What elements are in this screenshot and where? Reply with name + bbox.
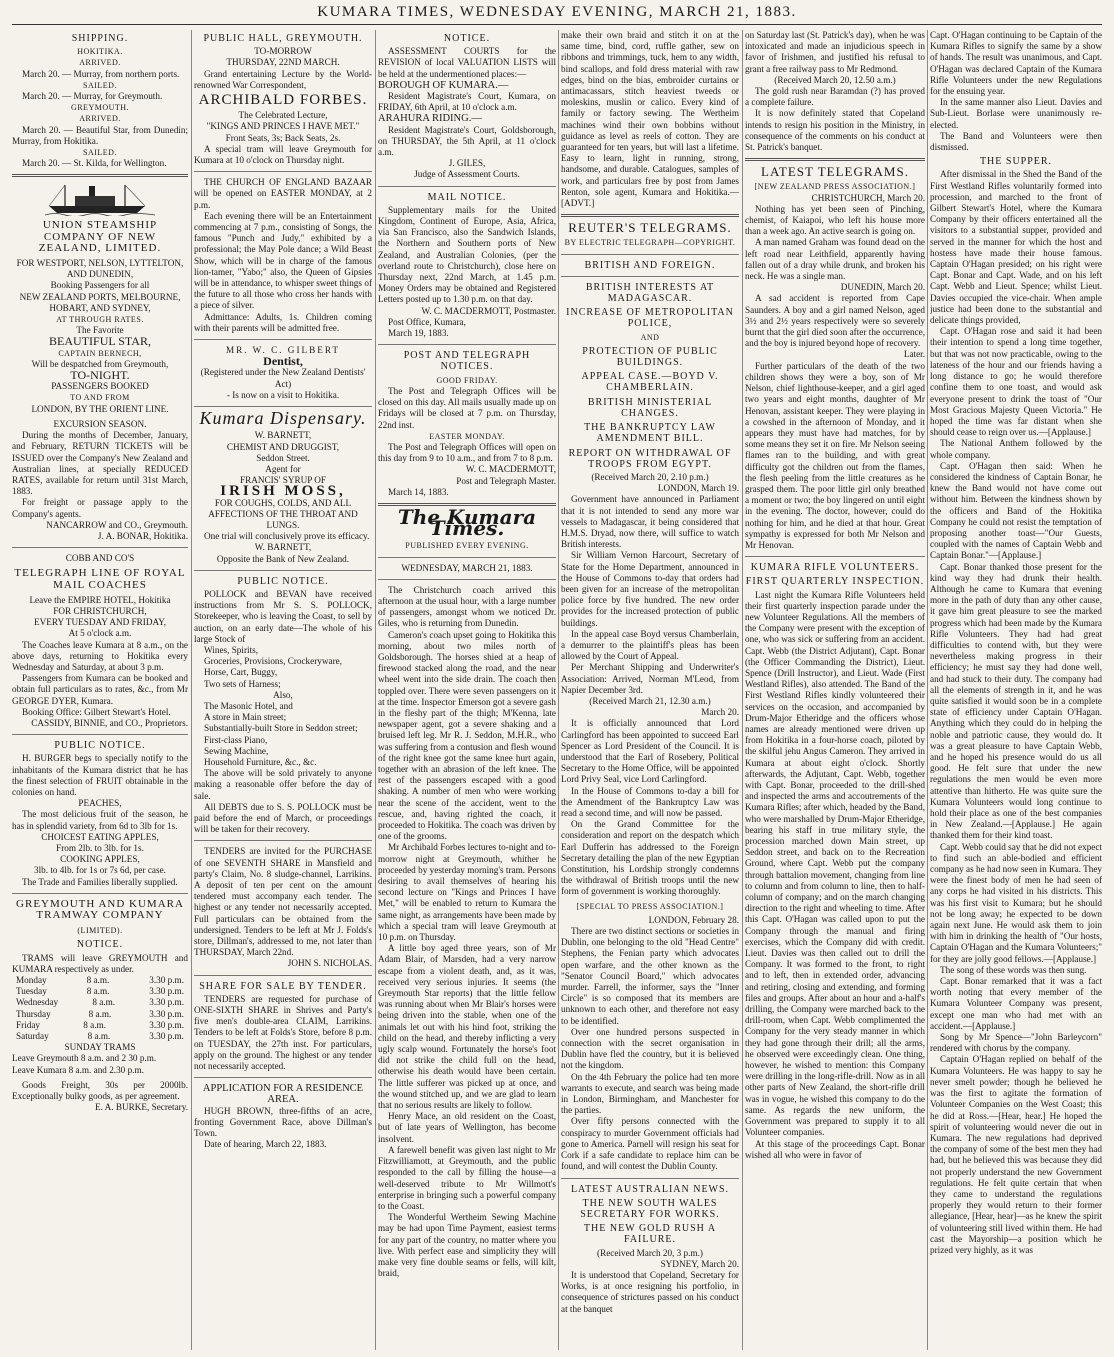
ad-signature: W. BARNETT,	[254, 542, 312, 553]
divider	[194, 975, 372, 976]
news-paragraph: The Band and Volunteers were then dismissed.	[930, 130, 1102, 153]
section-heading: REUTER'S TELEGRAMS.	[568, 220, 732, 236]
ad-body: H. BURGER begs to specially notify to the inhabitants of the Kumara district that he has the finest selection of FRUIT obtainable in the colonies on hand.	[12, 753, 188, 797]
column-divider	[927, 30, 928, 1350]
shipping-entry: March 20. — St. Kilda, for Wellington.	[22, 158, 167, 169]
ad-signature: W. C. MACDERMOTT,	[465, 464, 556, 475]
ad-line: Also,	[273, 689, 293, 700]
ad-signature: JOHN S. NICHOLAS.	[287, 958, 372, 969]
ad-line: March 19, 1883.	[388, 328, 449, 339]
ad-body: Goods Freight, 30s per 2000lb. Exceptionally bulky goods, as per agreement.	[12, 1079, 188, 1102]
divider	[194, 840, 372, 841]
subhead: ARRIVED.	[79, 114, 121, 124]
table-row: Thursday 8 a.m. 3.30 p.m.	[16, 1008, 184, 1019]
port-heading: GREYMOUTH.	[70, 103, 130, 113]
ad-body: Resident Magistrate's Court, Goldsborough, on THURSDAY, the 5th April, at 11 o'clock a.m.	[378, 124, 556, 158]
news-paragraph: The Wonderful Wertheim Sewing Machine may be had upon Time Payment, easiest terms for any part of the country, no matter where you live. With perfect ease and simplicity they will make very fine double seams or fells, will kilt, braid,	[378, 1212, 556, 1279]
ad-body: The Coaches leave Kumara at 8 a.m., on the above days, returning to Hokitika every Wednesday and Saturday, at about 3 p.m.	[12, 639, 188, 672]
list-item: Substantially-built Store in Seddon street;	[204, 723, 358, 734]
ad-line: Opposite the Bank of New Zealand.	[216, 553, 350, 564]
ad-body: TENDERS are invited for the PURCHASE of one SEVENTH SHARE in Mansfield and party's Claim, No. 8 sludge-channel, Larrikins. A deposit of ten per cent on the amount tendered must accompany each tender. The highest or any tender not necessarily accepted. Full particulars can be obtained from the undersigned. Tenders to be left at Mr J. Folds's store, Dillman's, addressed to me, not later than THURSDAY, March 22nd.	[194, 846, 372, 958]
received-line: (Received March 20, 2.10 p.m.)	[591, 471, 709, 482]
subhead: [SPECIAL TO PRESS ASSOCIATION.]	[576, 901, 724, 911]
list-item: Groceries, Provisions, Crockeryware,	[204, 656, 343, 667]
section-heading: KUMARA RIFLE VOLUNTEERS.	[750, 562, 920, 574]
list-item: Household Furniture, &c., &c.	[204, 756, 317, 767]
ad-line: Will be despatched from Greymouth,	[31, 358, 169, 369]
news-paragraph: Over fifty persons connected with the conspiracy to murder Government officials had gone to America. Parnell will resign his seat for Cork if a safe candidate to replace him can be found, and will contest the Dublin County.	[561, 1116, 739, 1172]
ad-line: The Favorite	[76, 325, 124, 336]
list-item: Sewing Machine,	[204, 745, 269, 756]
divider	[194, 406, 372, 407]
dateline: SYDNEY, March 20.	[660, 1258, 739, 1269]
ad-body: ASSESSMENT COURTS for the REVISION of local VALUATION LISTS will be held at the undermentioned places:—	[378, 46, 556, 79]
ad-line: - Is now on a visit to Hokitika.	[226, 389, 340, 400]
dateline: LONDON, March 19.	[657, 483, 739, 494]
ad-line: TO-NIGHT.	[70, 368, 130, 383]
news-paragraph: Last night the Kumara Rifle Volunteers held their first quarterly inspection parade under the new Volunteer Regulations. All the members of the Company were present with the exception of one, who was sick or suffering from an accident. Capt. Webb (the District Adjutant), Capt. Bonar (the Officer Commanding the District), Lieut. Spence (Drill Instructor), and Lieut. Wade (First Westland Rifles), also attended. The Band of the First Westland Rifles kindly volunteered their services on the occasion, and accompanied by Drum-Major Etheridge and the officers whose names are already mentioned were driven up from Hokitika in a four-horse coach, piloted by the skilful jehu Angus Cameron. They arrived in Kumara at about eight o'clock. Shortly afterwards, the Adjutant, Capt. Webb, together with Capt. Bonar, proceeded to the drill-shed and inspected the arms and accoutrements of the Kumara Rifles; after which, headed by the Band, who were marshalled by Drum-Major Etheridge, bearing his staff in true military style, the procession marched down Main street, up Seddon street, and back on to the Recreation Ground, where Capt. Webb put the company through battalion movement, changing from line to column and from column to line, then to half-column of company; and on the march changing direction to the right and wheeling to time. After this Capt. O'Hagan was called upon to put the Company through the manual and firing exercises, which the Company did with credit. Lieut. Davies was then called out to drill the Company. It was formed to the front, to right and to left, then in extended order, advancing and retiring, closing and extending, and forming files and groups. After about an hour and a-half's drilling, the Company were marched back to the drill-room, when Capt. Webb complimented the Company for the very steady manner in which they had gone through their drill; all the arms, he observed were exceedingly clean. One thing, however, he wished to mention: this Company were drilling in the long-rifle-drill. Now as in all other parts of New Zealand, the short-rifle drill was in vogue, he wished this company to do the same. As regards the new uniform, the Government was prepared to supply it to all Volunteer companies.	[745, 589, 925, 1138]
table-row: Saturday 8 a.m. 3.30 p.m.	[16, 1031, 184, 1042]
ad-body: Grand entertaining Lecture by the World-renowned War Correspondent,	[194, 68, 372, 90]
ad-line: March 14, 1883.	[388, 486, 449, 497]
divider	[194, 339, 372, 340]
shipping-heading: SHIPPING.	[71, 33, 129, 44]
ad-body: The Trade and Families liberally supplied.	[22, 876, 178, 887]
steamship-icon	[45, 182, 155, 216]
masthead-rule	[12, 24, 1102, 25]
divider	[561, 214, 739, 217]
news-paragraph: It is now definitely stated that Copeland intends to resign his position in the Ministry, in consequence of the comments on his conduct at St. Patrick's banquet.	[745, 108, 925, 153]
ad-title: APPLICATION FOR A RESIDENCE AREA.	[202, 1083, 364, 1106]
received-line: (Received March 21, 12.30 a.m.)	[589, 695, 711, 706]
ad-line: Seddon Street.	[256, 452, 310, 463]
divider	[561, 254, 739, 255]
divider	[194, 570, 372, 571]
ad-title: IRISH MOSS,	[220, 483, 346, 500]
news-paragraph: It is understood that Copeland, Secretary for Works, is at once resigning his portfolio, in consequence of strictures passed on his conduct at the banquet	[561, 1269, 739, 1314]
ad-title: ARCHIBALD FORBES.	[198, 92, 368, 109]
column-divider	[742, 30, 743, 1350]
ad-body: The Post and Telegraph Offices will open on this day from 9 to 10 a.m., and from 7 to 8 p.m.	[378, 441, 556, 464]
ad-body: THE CHURCH OF ENGLAND BAZAAR will be opened on EASTER MONDAY, at 2 p.m.	[194, 177, 372, 210]
news-paragraph: In the same manner also Lieut. Davies and Sub-Lieut. Borlase were unanimously re-elected.	[930, 97, 1102, 130]
news-paragraph: Henry Mace, an old resident on the Coast, but of late years of Wellington, has become insolvent.	[378, 1111, 556, 1144]
ad-line: CHOICEST EATING APPLES,	[41, 831, 159, 842]
list-item: Wines, Spirits,	[204, 644, 258, 655]
ad-line: NEW ZEALAND PORTS, MELBOURNE, HOBART, AND SYDNEY,	[19, 291, 181, 313]
ad-signature: Judge of Assessment Courts.	[414, 169, 520, 180]
news-paragraph: Song by Mr Spence—"John Barleycorn" rendered with chorus by the company.	[930, 1032, 1102, 1054]
news-paragraph: The National Anthem followed by the whole company.	[930, 438, 1102, 460]
editorial-date: WEDNESDAY, MARCH 21, 1883.	[401, 562, 533, 573]
ad-signature: J. A. BONAR, Hokitika.	[97, 530, 188, 541]
headline: REPORT ON WITHDRAWAL OF TROOPS FROM EGYPT.	[568, 447, 732, 470]
ad-body: POLLOCK and BEVAN have received instructions from Mr S. S. POLLOCK, Storekeeper, who is leaving the Coast, to sell by auction, on an early date—The whole of his large Stock of	[194, 588, 372, 644]
headline: BRITISH MINISTERIAL CHANGES.	[587, 396, 713, 419]
column-4	[561, 30, 739, 1350]
notice-heading: PUBLIC NOTICE.	[237, 575, 329, 587]
news-paragraph: on Saturday last (St. Patrick's day), when he was intoxicated and made an injudicious speech in favor of Irishmen, and justified his refusal to grant a free railway pass to Mr Redmond.	[745, 30, 925, 74]
ad-title: TELEGRAPH LINE OF ROYAL MAIL COACHES	[14, 567, 186, 591]
received-line: (Received March 20, 12.50 a.m.)	[774, 74, 896, 85]
ad-line: LONDON, BY THE ORIENT LINE.	[31, 403, 169, 414]
ad-title: Dentist,	[263, 354, 303, 369]
column-2	[194, 30, 372, 1350]
ad-line: PEACHES,	[78, 798, 122, 809]
divider	[12, 893, 188, 894]
ad-body: The most delicious fruit of the season, he has in splendid variety, from 6d to 3lb for 1s.	[12, 809, 188, 831]
table-row: Monday 8 a.m. 3.30 p.m.	[16, 975, 184, 986]
notice-heading: MAIL NOTICE.	[427, 191, 507, 203]
ad-line: CAPTAIN BERNECH,	[58, 348, 142, 358]
ad-body: A special tram will leave Greymouth for Kumara at 10 o'clock on Thursday night.	[194, 143, 372, 166]
subhead: SAILED.	[83, 80, 117, 90]
headline: PROTECTION OF PUBLIC BUILDINGS.	[582, 345, 718, 369]
news-paragraph: At this stage of the proceedings Capt. Bonar wished all who were in favor of	[745, 1138, 925, 1160]
section-heading: LATEST AUSTRALIAN NEWS.	[570, 1183, 730, 1195]
ad-heading: SUNDAY TRAMS	[64, 1042, 136, 1053]
subhead: [NEW ZEALAND PRESS ASSOCIATION.]	[754, 182, 916, 192]
headline: AND	[640, 332, 660, 342]
divider	[561, 276, 739, 277]
column-5	[745, 30, 925, 1350]
news-paragraph: Capt. Bonar remarked that it was a fact worth noting that every member of the Kumara Volunteer Company was present, except one man who had met with an accident.—[Applause.]	[930, 976, 1102, 1031]
ad-line: TO AND FROM	[70, 393, 130, 403]
headline: THE NEW SOUTH WALES SECRETARY FOR WORKS.	[580, 1197, 720, 1220]
ad-body: One trial will conclusively prove its efficacy.	[204, 531, 370, 542]
list-item: Two sets of Harness;	[204, 678, 281, 689]
ad-body: Admittance: Adults, 1s. Children coming with their parents will be admitted free.	[194, 311, 372, 333]
ad-line: FOR COUGHS, COLDS, AND ALL AFFECTIONS OF THE THROAT AND LUNGS.	[208, 497, 358, 530]
shipping-entry: March 20. — Beautiful Star, from Dunedin; Murray, from Hokitika.	[12, 124, 188, 146]
ad-heading: PUBLIC HALL, GREYMOUTH.	[203, 33, 363, 44]
dateline: Later.	[903, 349, 925, 360]
news-paragraph: make their own braid and stitch it on at the same time, bind, cord, ruffle gather, sew on ribbons and trimmings, tuck, hem to any width, bind scallops, and fold dress material with raw edges, bind on the bias, embroider curtains or antimacassars, stitch heaviest tweeds or moleskins, muslin or calico. Every kind of family or factory sewing. The Wertheim machines wind their own bobbins without guidance as level as reels of cotton. They are guaranteed for ten years, but will last a lifetime. Easy to learn, light in running, strong, handsome, and durable. Catalogues, samples of work, and particulars free by post from James Renton, sole agent, Kumara and Hokitika.—[ADVT.]	[561, 30, 739, 209]
section-heading: LATEST TELEGRAMS.	[761, 164, 909, 180]
dateline: March 20.	[701, 707, 739, 718]
list-item: Horse, Cart, Buggy,	[204, 667, 278, 678]
notice-heading: POST AND TELEGRAPH NOTICES.	[403, 350, 531, 373]
ad-body: Resident Magistrate's Court, Kumara, on FRIDAY, 6th April, at 10 o'clock a.m.	[378, 91, 556, 113]
ad-body: Each evening there will be an Entertainment commencing at 7 p.m., consisting of Songs, the famous "Punch and Judy," exhibited by a professional; the May Pole dance; a Wild Beast Show, which will be in charge of the famous lion-tamer, "Yabo;" also, the Queen of Gipsies will be in attendance, to whisper sweet things of the future to all those who cross her hands with a piece of silver.	[194, 210, 372, 311]
newspaper-nameplate: The Kumara Times.	[397, 504, 537, 541]
ad-title: UNION STEAMSHIP COMPANY OF NEW ZEALAND, LIMITED.	[38, 219, 162, 254]
column-1	[12, 30, 188, 1350]
ad-signature: W. C. MACDERMOTT, Postmaster.	[421, 305, 556, 316]
divider	[194, 171, 372, 172]
ad-body: TRAMS will leave GREYMOUTH and KUMARA respectively as under.	[12, 952, 188, 974]
subhead: SAILED.	[83, 148, 117, 158]
subhead: GOOD FRIDAY.	[436, 375, 498, 385]
notice-heading: NOTICE.	[76, 939, 124, 951]
subhead: ARRIVED.	[79, 58, 121, 68]
table-row: Wednesday 8 a.m. 3.30 p.m.	[16, 997, 184, 1008]
news-paragraph: A farewell benefit was given last night to Mr Fitzwilliamott, at Greymouth, and the public responded to the call by filling the house—a well-deserved tribute to Mr Willmott's enterprise in bringing such a powerful company to the Coast.	[378, 1144, 556, 1211]
divider	[561, 1178, 739, 1179]
ad-body: Booking Office: Gilbert Stewart's Hotel.	[22, 706, 171, 717]
news-paragraph: After dismissal in the Shed the Band of the First Westland Rifles voluntarily formed into procession, and marched to the front of Gilbert Stewart's Hotel, where the Kumara Company by their officers entertained all the visitors to a substantial supper, provided and served in the manner for which the host and hostess have made their house famous. Captain O'Hagan presided; on his right were Capt. Bonar and Capt. Wade, and on his left Capt. Webb and Lieut. Spence; whilst Lieut. Davies occupied the vice-chair. When ample justice had been done to the substantial and delicate things provided,	[930, 169, 1102, 326]
ad-title: GREYMOUTH AND KUMARA TRAMWAY COMPANY	[16, 897, 184, 922]
ad-line: Front Seats, 3s; Back Seats, 2s.	[225, 132, 341, 143]
ad-line: W. BARNETT,	[254, 430, 312, 441]
table-row: Tuesday 8 a.m. 3.30 p.m.	[16, 986, 184, 997]
ad-line: Booking Passengers for all	[50, 280, 150, 291]
ad-title: Kumara Dispensary.	[199, 408, 367, 429]
ad-subheading: BOROUGH OF KUMARA.—	[378, 79, 509, 91]
ship-name: BEAUTIFUL STAR,	[49, 334, 151, 349]
ad-line: CHEMIST AND DRUGGIST,	[226, 441, 340, 452]
news-paragraph: Further particulars of the death of the two children shows they were a boy, son of Mr Nelson, chief lighthouse-keeper, and a girl aged two years and eight months, daughter of Mr Henovan, assistant keeper. They were playing in a cowshed in the afternoon of Monday, and it appears they must have had matches, for by some means they set it on fire. Mr Nelson seeing flames ran to the building, and with great difficulty got the children out from the flames, the flesh peeling from the little creatures as he grasped them. The poor little girl only breathed a moment or two; the boy lingered on until eight in the evening. The doctor, however, could do nothing for him, and he died at that hour. Great sympathy is expressed for both Mr Nelson and Mr Henovan.	[745, 360, 925, 550]
column-6	[930, 30, 1102, 1350]
notice-heading: SHARE FOR SALE BY TENDER.	[199, 980, 367, 992]
column-divider	[558, 30, 559, 1350]
news-paragraph: Over one hundred persons suspected in connection with the secret organisation in Dublin have fled the country, but it is believed not the kingdom.	[561, 1026, 739, 1071]
divider	[12, 734, 188, 735]
ad-line: Leave Greymouth 8 a.m. and 2 30 p.m.	[12, 1053, 157, 1064]
news-paragraph: The song of these words was then sung.	[940, 964, 1087, 975]
divider	[378, 579, 556, 580]
ad-body: Date of hearing, March 22, 1883.	[204, 1139, 327, 1150]
port-heading: HOKITIKA.	[77, 47, 123, 57]
list-item: A store in Main street;	[204, 712, 287, 723]
dateline: CHRISTCHURCH, March 20.	[811, 192, 925, 203]
headline: THE NEW GOLD RUSH A FAILURE.	[583, 1223, 717, 1246]
dateline: LONDON, February 28.	[648, 914, 739, 925]
ad-line: COOKING APPLES,	[60, 854, 140, 865]
news-paragraph: Sir William Vernon Harcourt, Secretary of State for the Home Department, announced in the House of Commons to-day that orders had been given for an increase of the metropolitan police force by five hundred. The new order provides for the increased protection of public buildings.	[561, 550, 739, 628]
news-paragraph: Cameron's coach upset going to Hokitika this morning, about two miles north of Goldsborough. The horses shied at a heap of firewood stacked along the road, and the near wheel went into the side drain. The coach then toppled over. There were seven passengers on it at the time. Inspector Emerson got a severe gash in the fleshy part of the thigh; M'Kenna, late newspaper agent, got a severe shaking and a bruised left leg. Mr R. J. Seddon, M.H.R., who was suffering from a contusion and flesh wound of the right knee got the same knee hurt again, together with an abrasion of the left knee. The rest of the passengers escaped with a good shaking. A number of men who were working near the scene of the accident, went to the rescue, and, having righted the coach, it proceeded to Hokitika. The coach was driven by one of the grooms.	[378, 629, 556, 842]
news-paragraph: In the House of Commons to-day a bill for the Amendment of the Bankruptcy Law was read a second time, and will now be passed.	[561, 785, 739, 818]
ad-body: Passengers from Kumara can be booked and obtain full particulars as to rates, &c., from Mr GEORGE DYER, Kumara.	[12, 673, 188, 706]
divider	[378, 344, 556, 345]
news-paragraph: There are two distinct sections or societies in Dublin, one belonging to the old "Head Centre" Stephens, the Fenian party which advocates open warfare, and the other known as the "Senator Council Board," which advocates murder. Farrell, the informer, says the "Inner Circle" is so composed that its members are unknown to each other, and therefore not easy to be identified.	[561, 926, 739, 1026]
ad-body: HUGH BROWN, three-fifths of an acre, fronting Government Race, above Dillman's Town.	[194, 1105, 372, 1139]
ad-line: Leave Kumara 8 a.m. and 2.30 p.m.	[12, 1064, 144, 1075]
headline: THE SUPPER.	[979, 156, 1053, 168]
tram-timetable	[12, 975, 188, 1042]
ad-line: EVERY TUESDAY AND FRIDAY,	[33, 617, 167, 628]
ad-line: The Celebrated Lecture,	[238, 110, 328, 121]
headline: THE BANKRUPTCY LAW AMENDMENT BILL.	[584, 422, 716, 445]
ad-line: TO-MORROW	[254, 46, 312, 57]
news-paragraph: On the 4th February the police had ten more warrants to execute, and search was being made in London, Birmingham, and Manchester for the parties.	[561, 1071, 739, 1116]
news-paragraph: The Christchurch coach arrived this afternoon at the usual hour, with a large number of passengers, amongst whom we noticed Dr. Giles, who is returning from Dunedin.	[378, 584, 556, 629]
list-item: The Masonic Hotel, and	[204, 700, 293, 711]
subhead: PUBLISHED EVERY EVENING.	[405, 541, 529, 551]
subhead: BY ELECTRIC TELEGRAPH—COPYRIGHT.	[564, 238, 736, 248]
notice-heading: NOTICE.	[443, 33, 491, 44]
news-paragraph: Capt. O'Hagan rose and said it had been their intention to spend a long time together, but that was not now practicable, owing to the lateness of the hour and our friends having a long distance to go; he would therefore confine them to one toast, and would ask everyone present to drink the toast of "Our Most Gracious Majesty Queen Victoria." He hoped the time was far distant when she should cease to reign over us.—[Applause.]	[930, 326, 1102, 438]
ad-line: (LIMITED).	[77, 926, 123, 936]
ad-line: PASSENGERS BOOKED	[51, 381, 149, 392]
headline: FIRST QUARTERLY INSPECTION.	[745, 576, 925, 588]
divider	[12, 547, 188, 548]
headline: APPEAL CASE.—BOYD V. CHAMBERLAIN.	[581, 371, 719, 394]
column-divider	[375, 30, 376, 1350]
shipping-entry: March 20. — Murray, for Greymouth.	[22, 91, 163, 102]
news-paragraph: Capt. Bonar thanked those present for the kind way they had drunk their health. Although he came to Kumara that evening more in the path of duty than any other cause, it gave him great pleasure to see the marked progress which had been made by the Kumara Rifle Volunteers. They had had great difficulties to contend with, but they were nevertheless making progress in their efficiency; he must say they had done well, and had stuck to their duty. The company had all the elements of strength in it, and he was quite satisfied it would soon be in a complete state of efficiency under Captain O'Hagan. Anything which they could do in helping the noble and patriotic cause, they would do. It was a great pleasure to have Captain Webb, and he hoped his presence would do us all good. He felt sure that under the new regulations the men would be even more attentive than hitherto. He was quite sure the Kumara Volunteers would long continue to hold their place as one of the best companies in New Zealand.—[Applause.] He again thanked them for their kind toast.	[930, 561, 1102, 841]
divider	[194, 1077, 372, 1078]
ad-line: 3lb. to 4lb. for 1s or 7s 6d, per case.	[34, 865, 166, 876]
ad-signature: Post and Telegraph Master.	[456, 475, 556, 486]
ad-line: FOR WESTPORT, NELSON, LYTTELTON, AND DUNEDIN,	[16, 258, 184, 280]
ad-signature: CASSIDY, BINNIE, and CO., Proprietors.	[31, 717, 188, 728]
ad-heading: EXCURSION SEASON.	[53, 418, 147, 429]
news-paragraph: A little boy aged three years, son of Mr Adam Blair, of Marsden, had a very narrow escape from a violent death, and, as it was, received very serious injuries. It seems (the Greymouth Star reports) that the little fellow was running about when Mr Blair's horses were being driven into the stable, when one of the animals let out with his hind foot, striking the child on the head, and thereby inflicting a very ugly scalp wound. Fortunately the horse's foot did not strike the child full on the head, otherwise his death would have been certain. The little sufferer was picked up at once, and the wound stitched up, and we are glad to learn that no serious results are likely to follow.	[378, 943, 556, 1111]
news-paragraph: On the Grand Committee for the consideration and report on the despatch which Earl Dufferin has addressed to the Foreign Secretary detailing the plan of the new Egyptian Constitution, his Lordship strongly condemns the withdrawal of British troops until the new form of government is working thoroughly.	[561, 819, 739, 897]
ad-line: At 5 o'clock a.m.	[68, 628, 132, 639]
news-paragraph: Mr Archibald Forbes lectures to-night and to-morrow night at Greymouth, whither he proceeded by yesterday morning's tram. Persons desiring to avail themselves of hearing his second lecture on "Kings and Princes I have Met," will be enabled to return to Kumara the same night, as arrangements have been made by which a special tram will leave Greymouth at 10 p.m. on Thursday.	[378, 842, 556, 943]
ad-title: MR. W. C. GILBERT	[225, 345, 341, 356]
masthead: KUMARA TIMES, WEDNESDAY EVENING, MARCH 21, 1883.	[317, 4, 797, 20]
ad-signature: NANCARROW and CO., Greymouth.	[46, 519, 188, 530]
dateline: DUNEDIN, March 20.	[840, 282, 925, 293]
news-paragraph: A sad accident is reported from Cape Saunders. A boy and a girl named Nelson, aged 3½ and 2½ years respectively were so severely burnt that the girl died soon after the occurrence, and the boy is injured beyond hope of recovery.	[745, 293, 925, 349]
ad-body: For freight or passage apply to the Company's agents.	[12, 497, 188, 519]
ad-body: The above will be sold privately to anyone making a reasonable offer before the day of sale.	[194, 768, 372, 801]
news-paragraph: Captain O'Hagan replied on behalf of the Kumara Volunteers. He was happy to say he never smelt powder; though he believed he was the first to agitate the formation of Volunteer Companies on the West Coast; this he did at Ross.—[Hear, hear.] He hoped the spirit of volunteering would never die out in Kumara. The new regulations had deprived the company of some of the best men they had had, but he believed this was because they did not properly understand the new Government regulations. He felt quite certain that when they came to understand the regulations properly they would return to their former allegiance, [Hear, hear]—as he knew the spirit of volunteering still lived within them. He had cast the Mayorship—a position which he prized very highly, as it was	[930, 1054, 1102, 1255]
section-subheading: BRITISH AND FOREIGN.	[584, 259, 716, 271]
news-paragraph: Government have announced in Parliament that it is not intended to send any more war vessels to Madagascar, it being considered that H.M.S. Dryad, now there, will suffice to watch British interests.	[561, 494, 739, 550]
ad-body: Supplementary mails for the United Kingdom, Continent of Europe, Asia, Africa, via San Francisco, also the Sandwich Islands, the Northern and Southern ports of New Zealand, and Australian Colonies, (per the overland route to Christchurch), close here on Thursday next, 22nd March, at 1.45 p.m. Money Orders may be obtained and Registered Letters posted up to 1.30 p.m. on that day.	[378, 204, 556, 305]
ad-body: During the months of December, January, and February, RETURN TICKETS will be ISSUED over the Company's New Zealand and Australian lines, at specially REDUCED RATES, available for return until 31st March, 1883.	[12, 430, 188, 497]
headline: INCREASE OF METROPOLITAN POLICE,	[566, 307, 734, 330]
notice-heading: PUBLIC NOTICE.	[54, 740, 146, 752]
divider	[12, 174, 188, 177]
ad-body: The Post and Telegraph Offices will be closed on this day. All mails usually made up on Fridays will be closed at 7 p.m. on Thursday, 22nd inst.	[378, 385, 556, 430]
ad-line: FOR CHRISTCHURCH,	[53, 605, 147, 616]
ad-line: AT THROUGH RATES.	[56, 315, 144, 325]
column-3	[378, 30, 556, 1350]
divider	[745, 158, 925, 161]
news-paragraph: It is officially announced that Lord Carlingford has been appointed to succeed Earl Spencer as Lord President of the Council. It is understood that the Earl of Rosebery, Political Secretary to the Home Office, will be appointed Lord Privy Seal, vice Lord Carlingford.	[561, 718, 739, 785]
news-paragraph: Capt. O'Hagan then said: When he considered the kindness of Captain Bonar, he knew the Band would not have come out without him. Between the kindness shown by the officers and Band of the Hokitika Company he could not resist the temptation of proposing another toast—"Our Guests, coupled with the names of Captain Webb and Captain Bonar."—[Applause.]	[930, 460, 1102, 561]
ad-signature: J. GILES,	[448, 158, 486, 169]
subhead: EASTER MONDAY.	[429, 431, 505, 441]
news-paragraph: The gold rush near Baramdan (?) has proved a complete failure.	[745, 86, 925, 108]
ad-body: All DEBTS due to S. S. POLLOCK must be paid before the end of March, or proceedings will be taken for their recovery.	[194, 801, 372, 835]
column-divider	[191, 30, 192, 1350]
ad-body: TENDERS are requested for purchase of ONE-SIXTH SHARE in Shrives and Party's five men's double-area CLAIM, Larrikins. Tenders to be left at Folds's Store, before 8 p.m. on TUESDAY, the 27th inst. For particulars, apply on the ground. The highest or any tender not necessarily accepted.	[194, 993, 372, 1072]
divider	[745, 556, 925, 557]
headline: BRITISH INTERESTS AT MADAGASCAR.	[585, 281, 715, 305]
news-paragraph: In the appeal case Boyd versus Chamberlain, a demurrer to the plaintiff's pleas has been allowed by the Court of Appeal.	[561, 628, 739, 662]
news-paragraph: A man named Graham was found dead on the left road near Leithfield, apparently having fallen out of a dray while drunk, and broken his neck. He was a single man.	[745, 237, 925, 282]
ad-line: Agent for	[265, 463, 301, 474]
ad-heading: COBB AND CO'S	[65, 553, 135, 564]
received-line: (Received March 20, 3 p.m.)	[597, 1247, 703, 1258]
divider	[378, 186, 556, 187]
ad-line: "KINGS AND PRINCES I HAVE MET."	[206, 121, 360, 132]
news-paragraph: Capt. Webb could say that he did not expect to find such an able-bodied and efficient company as he had now seen in Kumara. They were the finest body of men he had seen of any corps he had visited in his districts. This was his first visit to Kumara; but he should not be long away; he expected to be down again next June. He would ask them to join with him in drinking the health of "Our hosts, Captain O'Hagan and the Kumara Volunteers;" for they are jolly good fellows.—[Applause.]	[930, 841, 1102, 964]
ad-line: FRANCIS' SYRUP OF	[239, 475, 327, 486]
news-paragraph: Per Merchant Shipping and Underwriter's Association: Arrived, Norman M'Leod, from Napier December 3rd.	[561, 662, 739, 695]
list-item: First-class Piano,	[204, 734, 268, 745]
ad-line: (Registered under the New Zealand Dentists' Act)	[200, 367, 366, 389]
news-paragraph: Capt. O'Hagan continuing to be Captain of the Kumara Rifles to signify the same by a show of hands. The result was unanimous, and Capt. O'Hagan was declared Captain of the Kumara Rifle Volunteers under the new Regulations for the ensuing year.	[930, 30, 1102, 97]
ad-line: Leave the EMPIRE HOTEL, Hokitika	[29, 594, 171, 605]
table-row: Friday 8 a.m. 3.30 p.m.	[16, 1019, 184, 1030]
ad-line: THURSDAY, 22ND MARCH.	[226, 57, 340, 68]
shipping-entry: March 20. — Murray, from northern ports.	[22, 68, 180, 79]
news-paragraph: Nothing has yet been seen of Pinching, chemist, of Kaiapoi, who left his house more than a week ago. An active search is going on.	[745, 203, 925, 237]
ad-line: From 2lb. to 3lb. for 1s.	[56, 843, 144, 853]
ad-signature: E. A. BURKE, Secretary.	[94, 1102, 188, 1113]
ad-subheading: ARAHURA RIDING.—	[378, 113, 482, 125]
ad-line: Post Office, Kumara,	[388, 316, 466, 327]
divider	[378, 557, 556, 558]
